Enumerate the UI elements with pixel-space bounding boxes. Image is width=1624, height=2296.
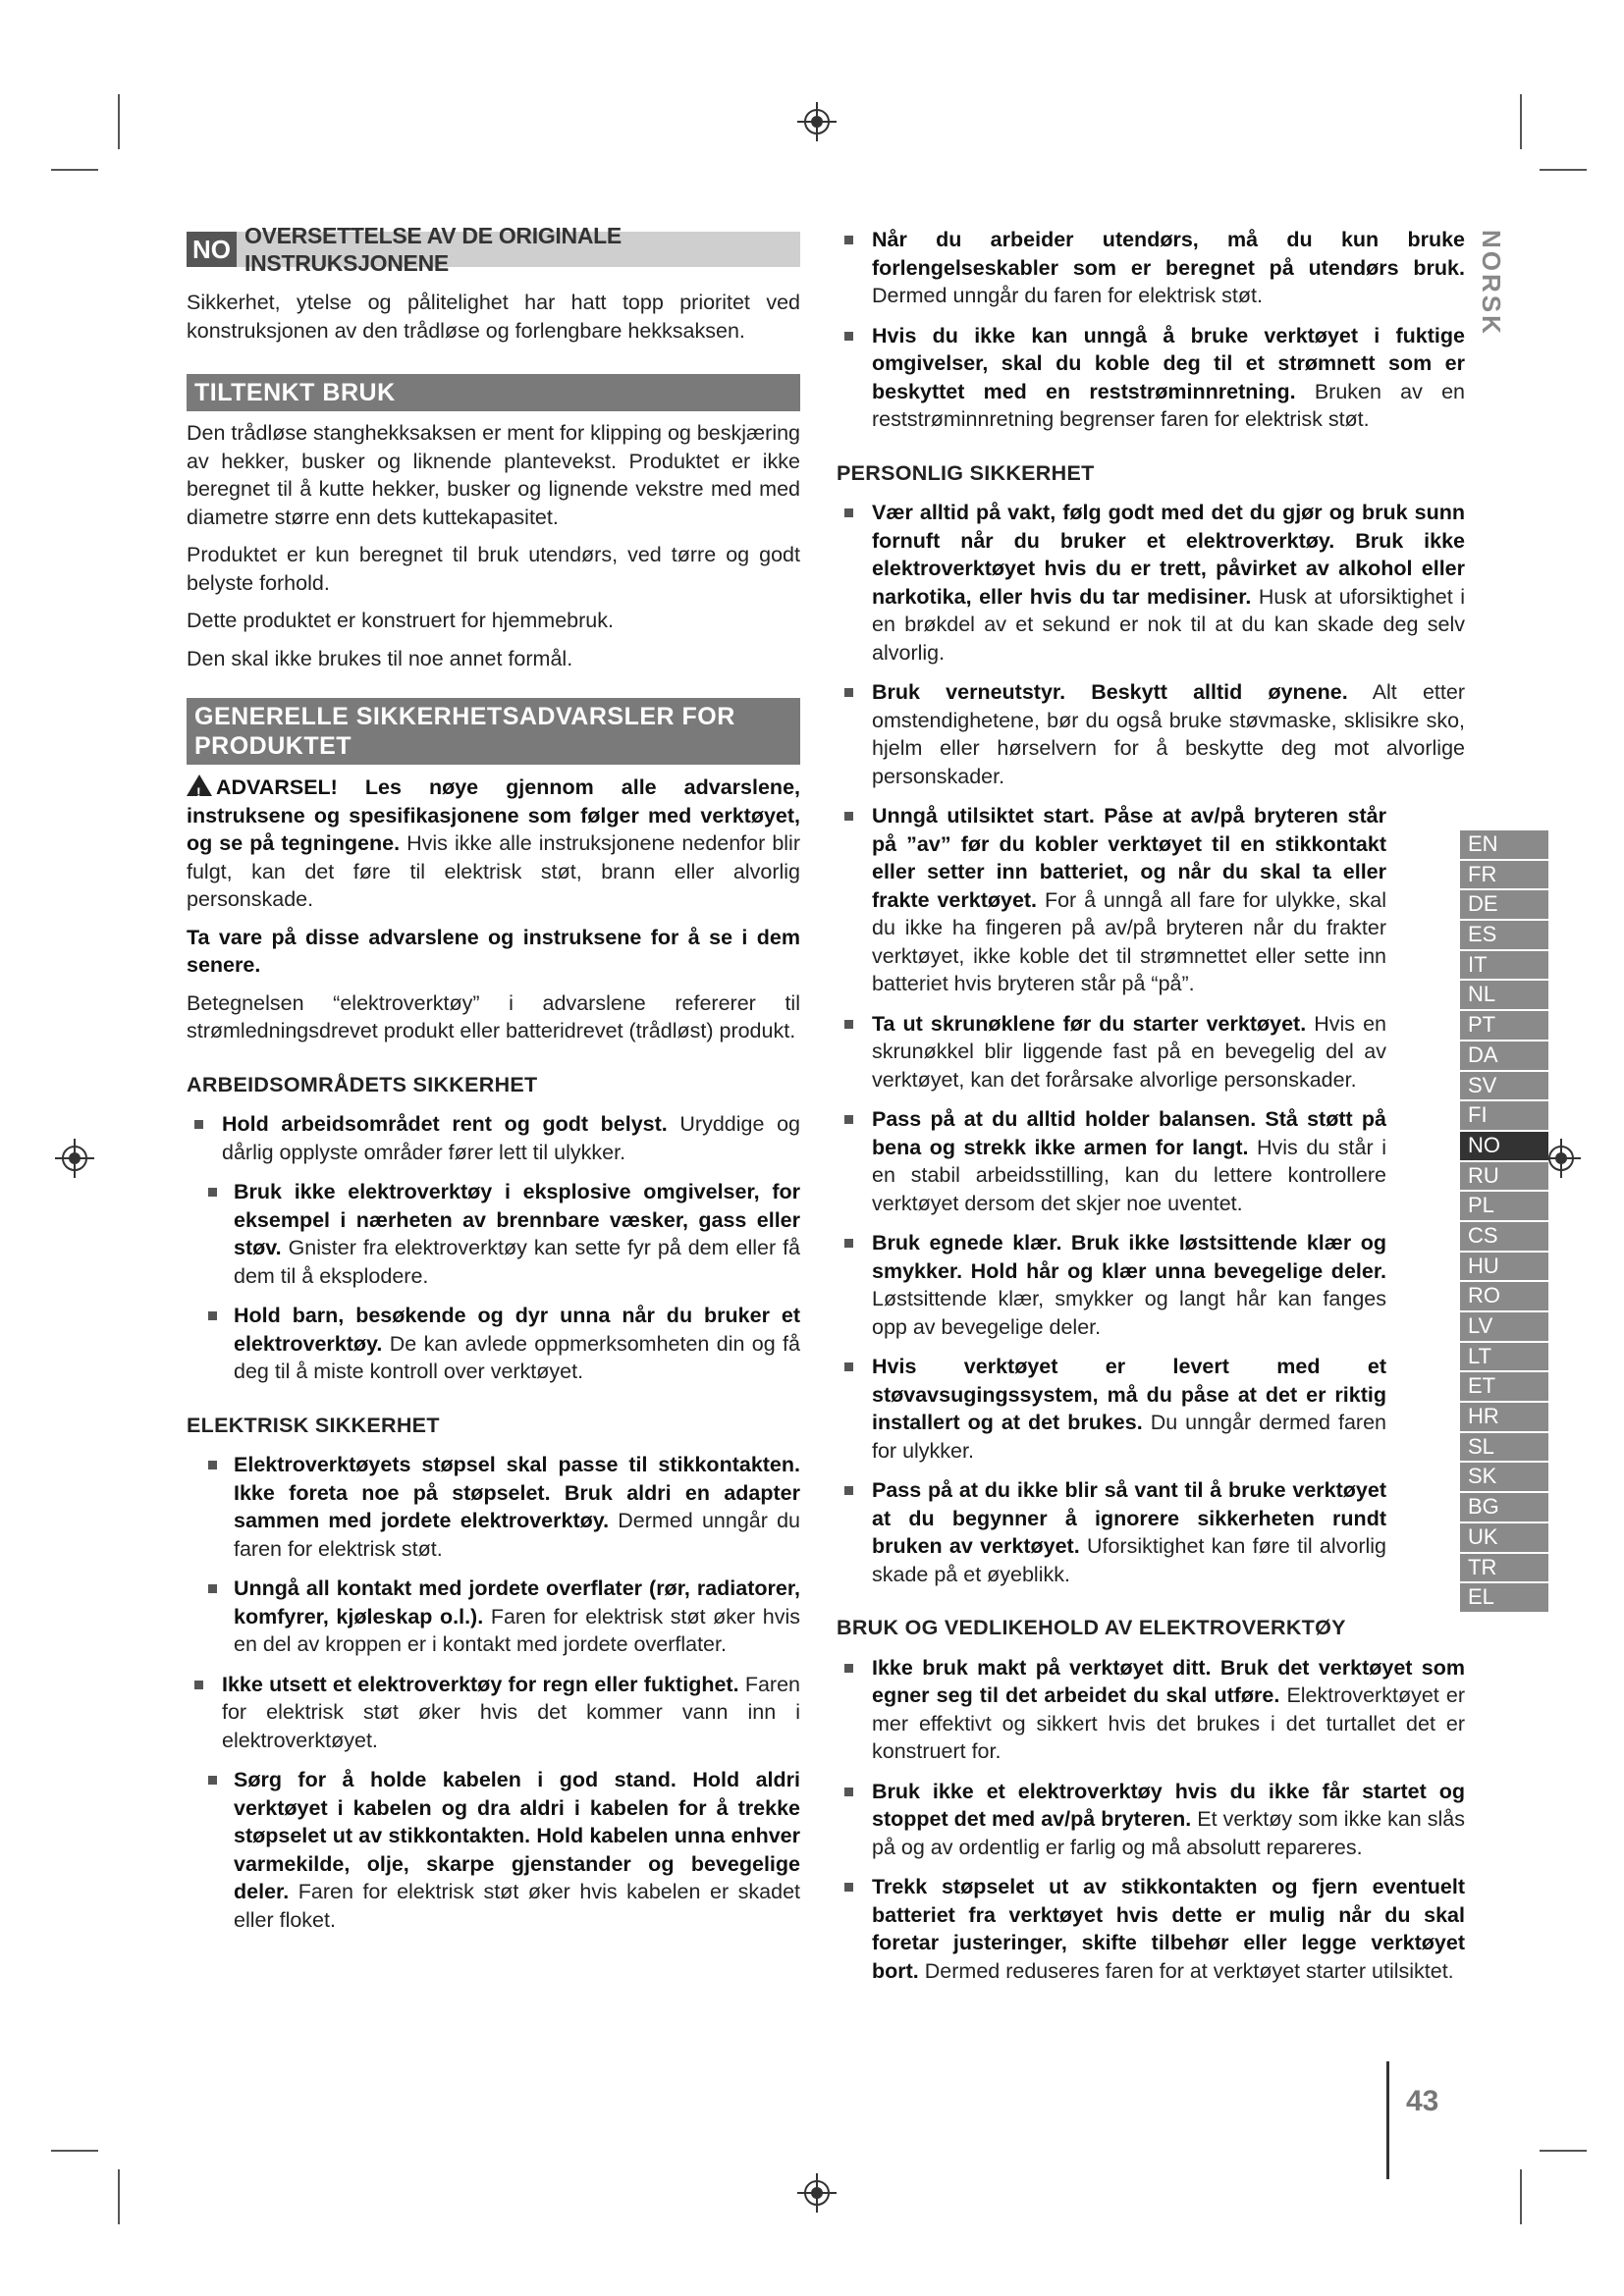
item-bold: Pass på at du alltid holder balansen. Stå støtt på bena og strekk ikke armen for langt. — [872, 1107, 1386, 1159]
bullet-icon — [208, 1461, 217, 1469]
language-tab-hu[interactable]: HU — [1460, 1253, 1548, 1283]
item-text: Gnister fra elektroverktøy kan sette fyr på dem eller få dem til å eksplodere. — [234, 1236, 801, 1288]
item-bold: Trekk støpselet ut av stikkontakten og fjern eventuelt batteriet fra verktøyet hvis dette er mulig når du skal foretar justeringer, skifte tilbehør eller legge verktøyet bort. — [872, 1875, 1465, 1983]
left-column — [187, 222, 801, 1946]
item-text: Bruken av en reststrøminnretning begrenser faren for elektrisk støt. — [872, 379, 1465, 431]
item-text: Faren for elektrisk støt øker hvis en del av kroppen er i kontakt med jordete overflater. — [234, 1604, 800, 1656]
item-bold: Bruk ikke elektroverktøy i eksplosive omgivelser, for eksempel i nærheten av brennbare væsker, gass eller støv. — [234, 1180, 800, 1259]
crop-mark — [1520, 94, 1522, 149]
warning-text: Hvis ikke alle instruksjonene nedenfor blir fulgt, kan det føre til elektrisk støt, brann eller alvorlig personskade. — [187, 831, 800, 911]
list-item — [837, 1476, 1465, 1588]
bullet-icon — [844, 332, 853, 341]
list-item — [837, 1010, 1465, 1095]
document-title: OVERSETTELSE AV DE ORIGINALE INSTRUKSJONENE — [244, 222, 622, 276]
item-bold: Når du arbeider utendørs, må du kun bruke forlengelseskabler som er beregnet på utendørs bruk. — [872, 228, 1465, 280]
language-tag: NO — [187, 232, 237, 267]
bullet-icon — [844, 1486, 853, 1495]
list-item — [837, 1353, 1465, 1465]
registration-mark-icon — [55, 1139, 94, 1178]
crop-mark — [1520, 2169, 1522, 2224]
intro-paragraph: Sikkerhet, ytelse og pålitelighet har hatt topp prioritet ved konstruksjonen av den trådløse og forlengbare hekksaksen. — [187, 291, 800, 343]
item-text: Løstsittende klær, smykker og langt hår kan fanges opp av bevegelige deler. — [872, 1287, 1386, 1339]
language-tab-sl[interactable]: SL — [1460, 1433, 1548, 1464]
page-number: 43 — [1406, 2085, 1439, 2117]
paragraph: Produktet er kun beregnet til bruk utendørs, ved tørre og godt belyste forhold. — [187, 543, 800, 595]
language-tab-fr[interactable]: FR — [1460, 861, 1548, 891]
registration-mark-icon — [797, 2173, 837, 2213]
page-number-rule — [1386, 2061, 1389, 2179]
item-text: Dermed unngår du faren for elektrisk støt. — [234, 1509, 800, 1561]
list-item — [187, 1671, 800, 1755]
item-bold: Hvis verktøyet er levert med et støvavsugingssystem, må du påse at det er riktig installert og at det brukes. — [872, 1355, 1386, 1434]
item-text: For å unngå all fare for ulykke, skal du ikke ha fingeren på av/på bryteren når du frakter verktøyet, ikke koble det til strømnettet eller sette inn batteriet hvis bryteren står på “på”. — [872, 887, 1386, 995]
crop-mark — [51, 2150, 98, 2152]
document-title-bar — [187, 222, 800, 276]
crop-mark — [51, 169, 98, 171]
item-bold: Hvis du ikke kan unngå å bruke verktøyet i fuktige omgivelser, skal du koble deg til et strømnett som er beskyttet med en reststrøminnretning. — [872, 323, 1465, 403]
language-tab-sv[interactable]: SV — [1460, 1072, 1548, 1102]
item-bold: Sørg for å holde kabelen i god stand. Hold aldri verktøyet i kabelen og dra aldri i kabelen for å trekke støpselet ut av stikkontakten. Hold kabelen unna enhver varmekilde, olje, skarpe gjenstander og bevegelige deler. — [234, 1768, 800, 1903]
list-item — [837, 1778, 1465, 1862]
list-item — [837, 499, 1465, 667]
paragraph: Den trådløse stanghekksaksen er ment for klipping og beskjæring av hekker, busker og liknende plantevekst. Produktet er ikke beregnet til å kutte hekker, busker og lignende vekstre med med diametre større enn dets kuttekapasitet. — [187, 421, 801, 529]
bullet-icon — [844, 1664, 853, 1673]
bullet-icon — [844, 688, 853, 697]
item-text: Dermed unngår du faren for elektrisk støt. — [872, 284, 1263, 307]
crop-mark — [118, 2169, 120, 2224]
bullet-icon — [844, 1020, 853, 1029]
list-item — [837, 678, 1465, 790]
language-tab-pl[interactable]: PL — [1460, 1192, 1548, 1222]
language-tab-da[interactable]: DA — [1460, 1041, 1548, 1072]
language-tab-sk[interactable]: SK — [1460, 1463, 1548, 1493]
bullet-icon — [194, 1681, 203, 1689]
section-heading-general: GENERELLE SIKKERHETSADVARSLER FOR PRODUKTET — [187, 698, 800, 765]
warning-paragraph — [187, 773, 800, 914]
item-bold: Hold barn, besøkende og dyr unna når du bruker et elektroverktøy. — [234, 1304, 800, 1356]
item-bold: Bruk egnede klær. Bruk ikke løstsittende klær og smykker. Hold hår og klær unna bevegelige deler. — [872, 1231, 1386, 1283]
item-bold: Ikke utsett et elektroverktøy for regn eller fuktighet. — [222, 1672, 739, 1696]
item-bold: Hold arbeidsområdet rent og godt belyst. — [222, 1112, 668, 1136]
subheading-electrical: ELEKTRISK SIKKERHET — [187, 1413, 440, 1437]
language-tab-el[interactable]: EL — [1460, 1583, 1548, 1614]
language-tab-ru[interactable]: RU — [1460, 1162, 1548, 1193]
item-bold: Ta ut skrunøklene før du starter verktøyet. — [872, 1011, 1307, 1036]
language-tab-strip — [1460, 830, 1548, 1614]
list-item — [187, 1110, 800, 1166]
list-item — [187, 1302, 800, 1386]
bullet-icon — [208, 1584, 217, 1593]
item-text: Alt etter omstendighetene, bør du også bruke støvmaske, sklisikre sko, hjelm eller hørselvern for å beskytte deg mot alvorlige personskader. — [872, 680, 1465, 788]
list-item — [837, 1654, 1465, 1766]
item-bold: Ikke bruk makt på verktøyet ditt. Bruk det verktøyet som egner seg til det arbeidet du skal utføre. — [872, 1655, 1465, 1707]
section-heading-intended-use: TILTENKT BRUK — [187, 374, 800, 411]
language-tab-uk[interactable]: UK — [1460, 1523, 1548, 1554]
item-text: Du unngår dermed faren for ulykker. — [872, 1411, 1386, 1463]
item-text: Faren for elektrisk støt øker hvis det kommer vann inn i elektroverktøyet. — [222, 1672, 800, 1752]
item-text: De kan avlede oppmerksomheten din og få deg til å miste kontroll over verktøyet. — [234, 1331, 800, 1383]
crop-mark — [1540, 2150, 1587, 2152]
list-item — [187, 1575, 800, 1659]
bullet-icon — [844, 1239, 853, 1248]
language-tab-es[interactable]: ES — [1460, 921, 1548, 951]
crop-mark — [1540, 169, 1587, 171]
language-tab-et[interactable]: ET — [1460, 1372, 1548, 1403]
item-text: Et verktøy som ikke kan slås på og av ordentlig er farlig og må absolutt repareres. — [872, 1807, 1466, 1859]
item-bold: Unngå utilsiktet start. Påse at av/på bryteren står på ”av” før du kobler verktøyet til en stikkontakt eller setter inn batteriet, og når du skal ta eller frakte verktøyet. — [872, 804, 1386, 912]
bullet-icon — [208, 1776, 217, 1785]
item-bold: Bruk verneutstyr. Beskytt alltid øynene. — [872, 680, 1348, 704]
language-tab-fi[interactable]: FI — [1460, 1101, 1548, 1132]
item-bold: Unngå all kontakt med jordete overflater (rør, radiatorer, komfyrer, kjøleskap o.l.). — [234, 1576, 800, 1629]
item-text: Hvis du står i en stabil arbeidsstilling, kan du lettere kontrollere verktøyet dersom det skjer noe uventet. — [872, 1135, 1386, 1215]
item-text: Faren for elektrisk støt øker hvis kabelen er skadet eller floket. — [234, 1880, 800, 1932]
bullet-icon — [208, 1311, 217, 1320]
language-tab-ro[interactable]: RO — [1460, 1282, 1548, 1312]
list-item — [187, 1451, 800, 1563]
paragraph: Dette produktet er konstruert for hjemmebruk. — [187, 609, 614, 632]
subheading-personal: PERSONLIG SIKKERHET — [837, 460, 1095, 485]
language-tab-lv[interactable]: LV — [1460, 1312, 1548, 1343]
bullet-icon — [208, 1188, 217, 1197]
warning-icon — [187, 774, 212, 796]
keep-instructions-text: Ta vare på disse advarslene og instruksene for å se i dem senere. — [187, 925, 800, 977]
item-text: Uforsiktighet kan føre til alvorlig skade på et øyeblikk. — [872, 1534, 1386, 1586]
language-tab-hr[interactable]: HR — [1460, 1403, 1548, 1433]
crop-mark — [118, 94, 120, 149]
language-tab-tr[interactable]: TR — [1460, 1554, 1548, 1584]
bullet-icon — [194, 1120, 203, 1129]
language-tab-lt[interactable]: LT — [1460, 1343, 1548, 1373]
item-bold: Elektroverktøyets støpsel skal passe til stikkontakten. Ikke foreta noe på støpselet. Bruk aldri en adapter sammen med jordete elektroverktøy. — [234, 1453, 800, 1532]
language-tab-de[interactable]: DE — [1460, 890, 1548, 921]
list-item — [837, 1873, 1465, 1985]
term-definition: Betegnelsen “elektroverktøy” i advarslene refererer til strømledningsdrevet produkt eller batteridrevet (trådløst) produkt. — [187, 990, 800, 1042]
list-item — [837, 802, 1465, 998]
bullet-icon — [844, 812, 853, 821]
language-tab-it[interactable]: IT — [1460, 951, 1548, 982]
language-tab-en[interactable]: EN — [1460, 830, 1548, 861]
bullet-icon — [844, 1362, 853, 1371]
bullet-icon — [844, 236, 853, 244]
subheading-work-area: ARBEIDSOMRÅDETS SIKKERHET — [187, 1072, 538, 1096]
item-text: Elektroverktøyet er mer effektivt og sikkert hvis det brukes i det turtallet det er konstruert for. — [872, 1683, 1465, 1763]
item-bold: Pass på at du ikke blir så vant til å bruke verktøyet at du begynner å ignorere sikkerheten rundt bruken av verktøyet. — [872, 1478, 1386, 1558]
item-bold: Vær alltid på vakt, følg godt med det du gjør og bruk sunn fornuft når du bruker et elektroverktøy. Bruk ikke elektroverktøyet hvis du er trett, påvirket av alkohol eller narkotika, eller hvis du tar medisiner. — [872, 501, 1465, 609]
language-tab-bg[interactable]: BG — [1460, 1493, 1548, 1523]
registration-mark-icon — [797, 102, 837, 141]
item-text: Uryddige og dårlig opplyste områder fører lett til ulykker. — [222, 1112, 800, 1164]
list-item — [837, 322, 1465, 434]
list-item — [187, 1766, 800, 1934]
bullet-icon — [844, 508, 853, 517]
right-column — [837, 226, 1465, 1997]
keep-instructions — [187, 924, 800, 980]
list-item — [187, 1178, 800, 1290]
bullet-icon — [844, 1115, 853, 1124]
subheading-maintenance: BRUK OG VEDLIKEHOLD AV ELEKTROVERKTØY — [837, 1616, 1346, 1639]
language-tab-pt[interactable]: PT — [1460, 1011, 1548, 1041]
bullet-icon — [844, 1883, 853, 1892]
language-tab-cs[interactable]: CS — [1460, 1222, 1548, 1253]
list-item — [837, 1229, 1465, 1341]
bullet-icon — [844, 1788, 853, 1796]
language-tab-nl[interactable]: NL — [1460, 981, 1548, 1011]
list-item — [837, 1105, 1465, 1217]
side-language-label: NORSK — [1477, 230, 1506, 337]
paragraph: Den skal ikke brukes til noe annet formål. — [187, 646, 573, 670]
list-item — [837, 226, 1465, 310]
warning-bold: ADVARSEL! Les nøye gjennom alle advarslene, instruksene og spesifikasjonene som følger med verktøyet, og se på tegningene. — [187, 775, 800, 855]
item-bold: Bruk ikke et elektroverktøy hvis du ikke får startet og stoppet det med av/på bryteren. — [872, 1779, 1465, 1831]
item-text: Dermed reduseres faren for at verktøyet starter utilsiktet. — [924, 1958, 1454, 1983]
item-text: Husk at uforsiktighet i en brøkdel av et sekund er nok til at du kan skade deg selv alvorlig. — [872, 584, 1465, 665]
item-text: Hvis en skrunøkkel blir liggende fast på en bevegelig del av verktøyet, kan det forårsake alvorlige personskader. — [872, 1011, 1386, 1092]
language-tab-no[interactable]: NO — [1460, 1132, 1548, 1162]
